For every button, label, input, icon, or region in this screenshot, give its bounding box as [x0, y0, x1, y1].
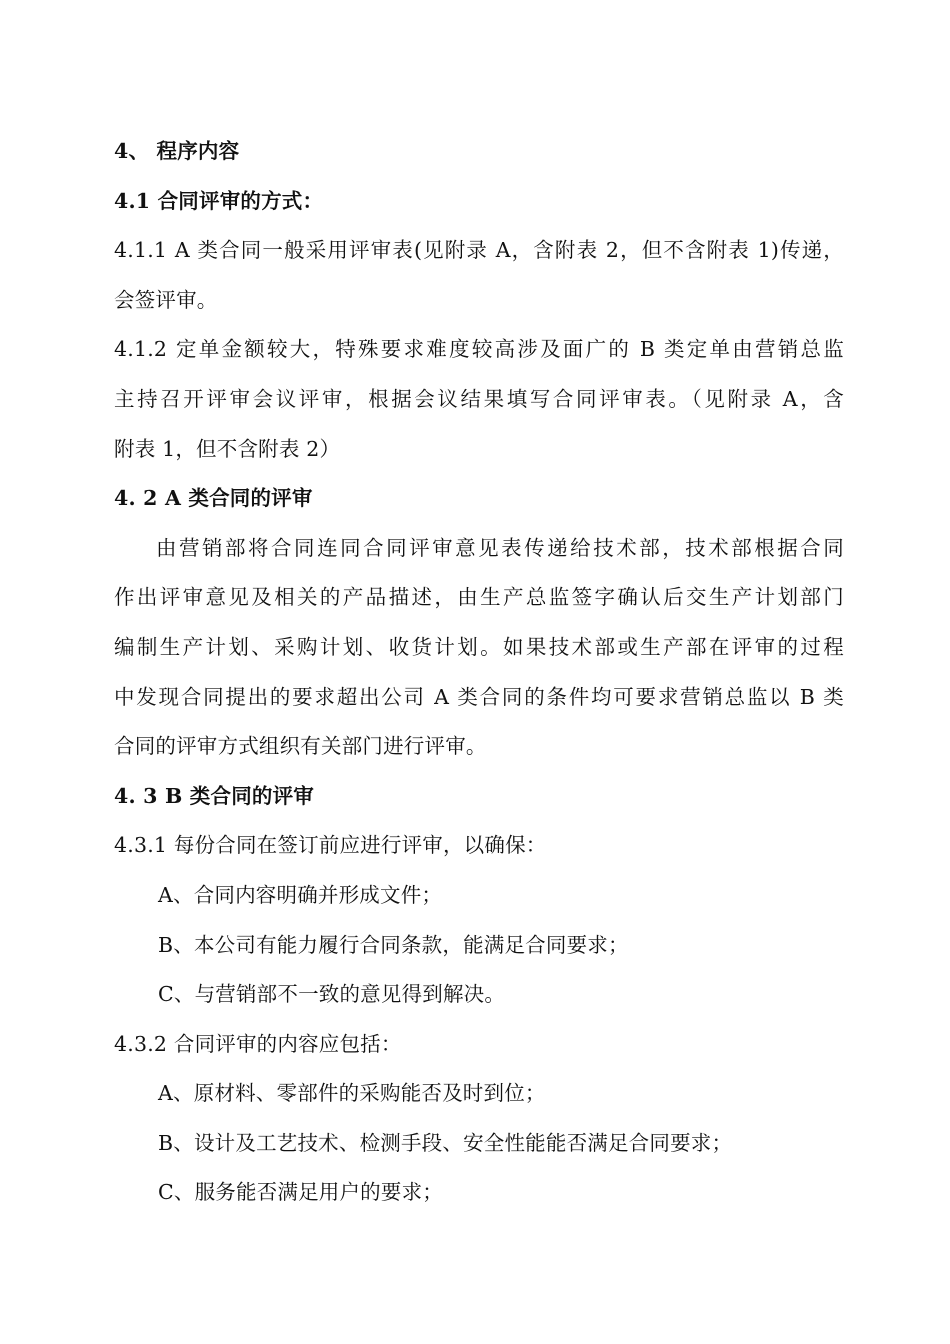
paragraph-4-2-line-2: 作出评审意见及相关的产品描述，由生产总监签字确认后交生产计划部门 — [114, 585, 844, 610]
list-item-4-3-1-c: C、与营销部不一致的意见得到解决。 — [158, 982, 506, 1007]
paragraph-4-1-2-line-3: 附表 1，但不含附表 2） — [114, 436, 341, 461]
paragraph-4-2-line-5: 合同的评审方式组织有关部门进行评审。 — [114, 734, 487, 759]
list-item-4-3-1-b: B、本公司有能力履行合同条款，能满足合同要求； — [158, 932, 629, 957]
paragraph-4-1-1-line-2: 会签评审。 — [114, 287, 218, 312]
paragraph-4-2-line-3: 编制生产计划、采购计划、收货计划。如果技术部或生产部在评审的过程 — [114, 634, 844, 659]
paragraph-4-1-2-line-2: 主持召开评审会议评审，根据会议结果填写合同评审表。（见附录 A，含 — [114, 386, 844, 411]
subsection-heading-4-1: 4.1 合同评审的方式： — [114, 188, 324, 213]
subsection-heading-4-3: 4. 3 B 类合同的评审 — [114, 783, 315, 808]
paragraph-4-2-line-1: 由营销部将合同连同合同评审意见表传递给技术部，技术部根据合同 — [156, 535, 844, 560]
list-item-4-3-2-b: B、设计及工艺技术、检测手段、安全性能能否满足合同要求； — [158, 1130, 733, 1155]
paragraph-4-1-1-line-1: 4.1.1 A 类合同一般采用评审表(见附录 A，含附表 2，但不含附表 1)传递， — [114, 238, 844, 263]
subsection-heading-4-2: 4. 2 A 类合同的评审 — [114, 486, 313, 511]
paragraph-4-2-line-4: 中发现合同提出的要求超出公司 A 类合同的条件均可要求营销总监以 B 类 — [114, 684, 844, 709]
list-item-4-3-2-c: C、服务能否满足用户的要求； — [158, 1180, 443, 1205]
paragraph-4-3-1: 4.3.1 每份合同在签订前应进行评审，以确保： — [114, 833, 547, 858]
list-item-4-3-1-a: A、合同内容明确并形成文件； — [158, 882, 443, 907]
section-heading-4: 4、 程序内容 — [114, 139, 240, 163]
paragraph-4-1-2-line-1: 4.1.2 定单金额较大，特殊要求难度较高涉及面广的 B 类定单由营销总监 — [114, 337, 844, 362]
paragraph-4-3-2: 4.3.2 合同评审的内容应包括： — [114, 1031, 402, 1056]
document-body — [114, 127, 844, 1218]
list-item-4-3-2-a: A、原材料、零部件的采购能否及时到位； — [158, 1081, 546, 1106]
